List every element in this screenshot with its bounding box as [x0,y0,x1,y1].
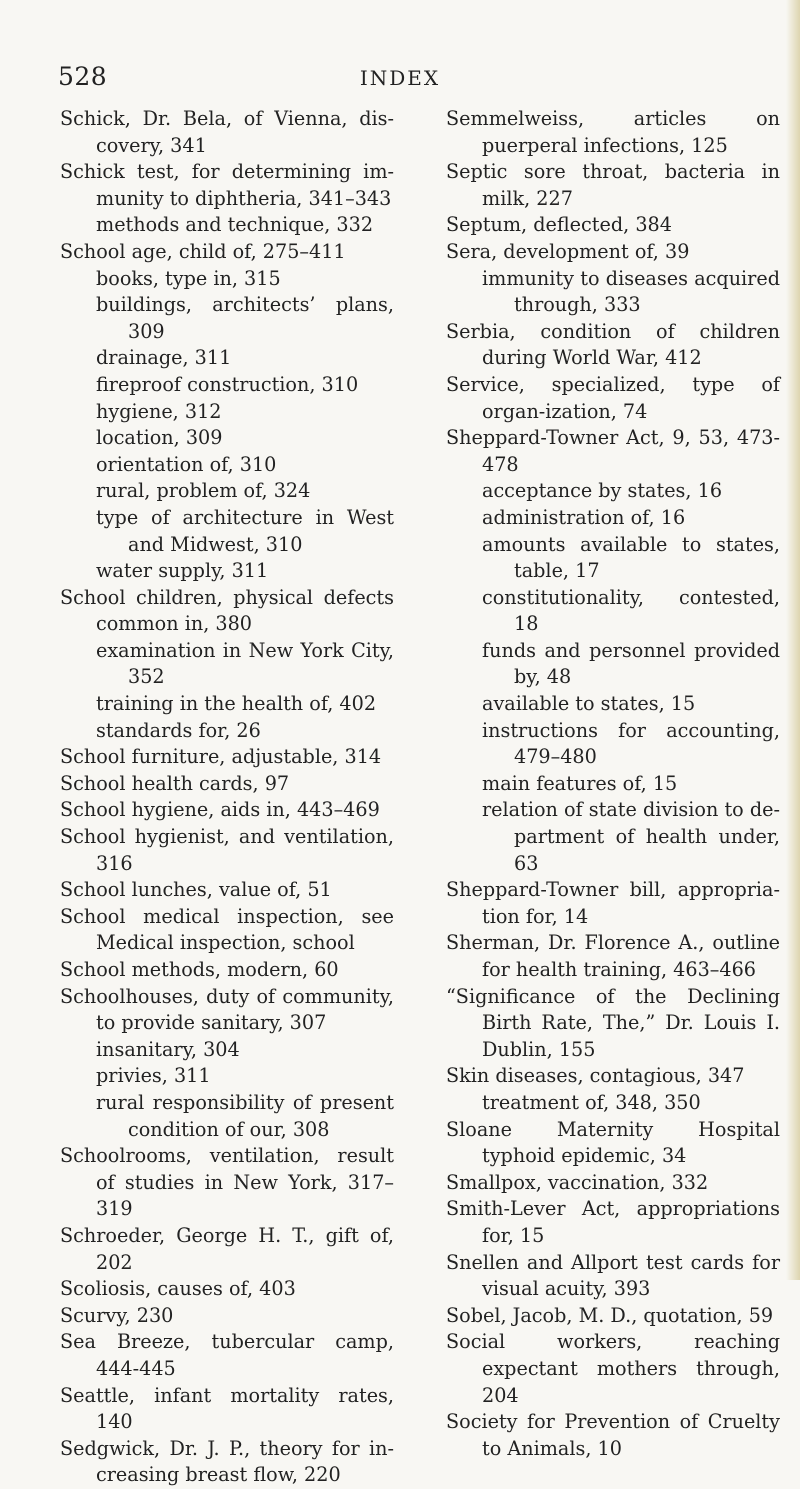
index-entry: School hygienist, and ventilation, 316 [60,825,394,875]
index-entry: Serbia, condition of children during World War, 412 [446,319,780,370]
index-entry: Schoolrooms, ventilation, result of studies in New York, 317–319 [60,1144,394,1221]
index-subentry: standards for, 26 [96,718,261,742]
index-subentry: type of architecture in West and Midwest, 310 [96,505,394,556]
index-subentry: immunity to diseases acquired through, 333 [482,266,780,317]
index-subentry: main features of, 15 [482,771,678,795]
index-entry: Social workers, reaching expectant mothers through, 204 [446,1330,780,1407]
page-edge-shadow [786,0,800,1280]
index-subentry: location, 309 [96,426,223,450]
index-entry: Sloane Maternity Hospital typhoid epidemic, 34 [446,1117,780,1168]
index-entry: Sea Breeze, tubercular camp, 444-445 [60,1330,394,1380]
index-entry: Snellen and Allport test cards for visual acuity, 393 [446,1250,780,1301]
index-subentry: drainage, 311 [96,346,232,370]
index-entry: Service, specialized, type of organ-ization, 74 [446,372,780,423]
index-subentry: training in the health of, 402 [96,692,377,716]
index-subentry: privies, 311 [96,1064,211,1088]
index-entry: School age, child of, 275–411 [60,239,346,263]
index-entry: School furniture, adjustable, 314 [60,745,382,769]
index-subentry: methods and technique, 332 [96,213,374,237]
index-entry: School health cards, 97 [60,771,290,795]
index-entry: Septum, deflected, 384 [446,213,672,237]
index-entry: Sheppard-Towner Act, 9, 53, 473-478 [446,426,780,476]
index-entry: Schick, Dr. Bela, of Vienna, dis-covery, 341 [60,107,394,157]
index-subentry: buildings, architects’ plans, 309 [96,293,394,343]
index-subentry: funds and personnel provided by, 48 [482,638,780,689]
index-subentry: examination in New York City, 352 [96,638,394,689]
index-entry: Skin diseases, contagious, 347 [446,1064,745,1088]
index-entry: Sera, development of, 39 [446,239,690,263]
page-header [58,62,742,94]
index-entry: Scoliosis, causes of, 403 [60,1277,296,1301]
index-entry: Scurvy, 230 [60,1303,174,1327]
index-subentry: constitutionality, contested, 18 [482,585,780,636]
index-subentry: acceptance by states, 16 [482,479,723,503]
index-subentry: water supply, 311 [96,559,269,583]
index-entry: School hygiene, aids in, 443–469 [60,798,380,822]
index-entry: Sheppard-Towner bill, appropria-tion for, 14 [446,878,780,928]
index-subentry: rural, problem of, 324 [96,479,311,503]
index-columns [60,106,780,1489]
index-subentry: available to states, 15 [482,692,696,716]
index-entry: Smith-Lever Act, appropriations for, 15 [446,1197,780,1247]
index-entry: Schick test, for determining im-munity to diphtheria, 341–343 [60,160,394,210]
index-entry: Schroeder, George H. T., gift of, 202 [60,1223,394,1274]
index-subentry: treatment of, 348, 350 [482,1090,701,1114]
index-entry: Sobel, Jacob, M. D., quotation, 59 [446,1303,774,1327]
index-entry: School medical inspection, see Medical inspection, school [60,904,394,955]
index-subentry: orientation of, 310 [96,452,277,476]
index-subentry: fireproof construction, 310 [96,372,359,396]
index-subentry: rural responsibility of present condition of our, 308 [96,1090,394,1141]
index-entry: Septic sore throat, bacteria in milk, 227 [446,160,780,210]
index-subentry: books, type in, 315 [96,266,281,290]
index-subentry: hygiene, 312 [96,399,222,423]
index-entry: School lunches, value of, 51 [60,878,332,902]
index-entry: Sedgwick, Dr. J. P., theory for in-creasing breast flow, 220 [60,1436,394,1487]
index-entry: Society for Prevention of Cruelty to Animals, 10 [446,1410,780,1460]
index-entry: School children, physical defects common in, 380 [60,585,394,636]
index-subentry: insanitary, 304 [96,1037,240,1061]
index-entry: Smallpox, vaccination, 332 [446,1170,709,1194]
index-subentry: amounts available to states, table, 17 [482,532,780,583]
index-entry: Semmelweiss, articles on puerperal infections, 125 [446,107,780,157]
index-subentry: instructions for accounting, 479–480 [482,718,780,769]
index-subentry: relation of state division to de-partment of health under, 63 [482,798,780,875]
index-entry: “Significance of the Declining Birth Rate, The,” Dr. Louis I. Dublin, 155 [446,984,780,1061]
page-number: 528 [58,62,108,91]
index-entry: Sherman, Dr. Florence A., outline for health training, 463–466 [446,931,780,981]
index-entry: Seattle, infant mortality rates, 140 [60,1383,394,1434]
running-head: INDEX [359,66,441,90]
index-subentry: administration of, 16 [482,505,686,529]
index-entry: School methods, modern, 60 [60,958,339,981]
right-column [446,106,780,1489]
left-column [60,106,394,1489]
index-entry: Schoolhouses, duty of community, to provide sanitary, 307 [60,984,394,1035]
